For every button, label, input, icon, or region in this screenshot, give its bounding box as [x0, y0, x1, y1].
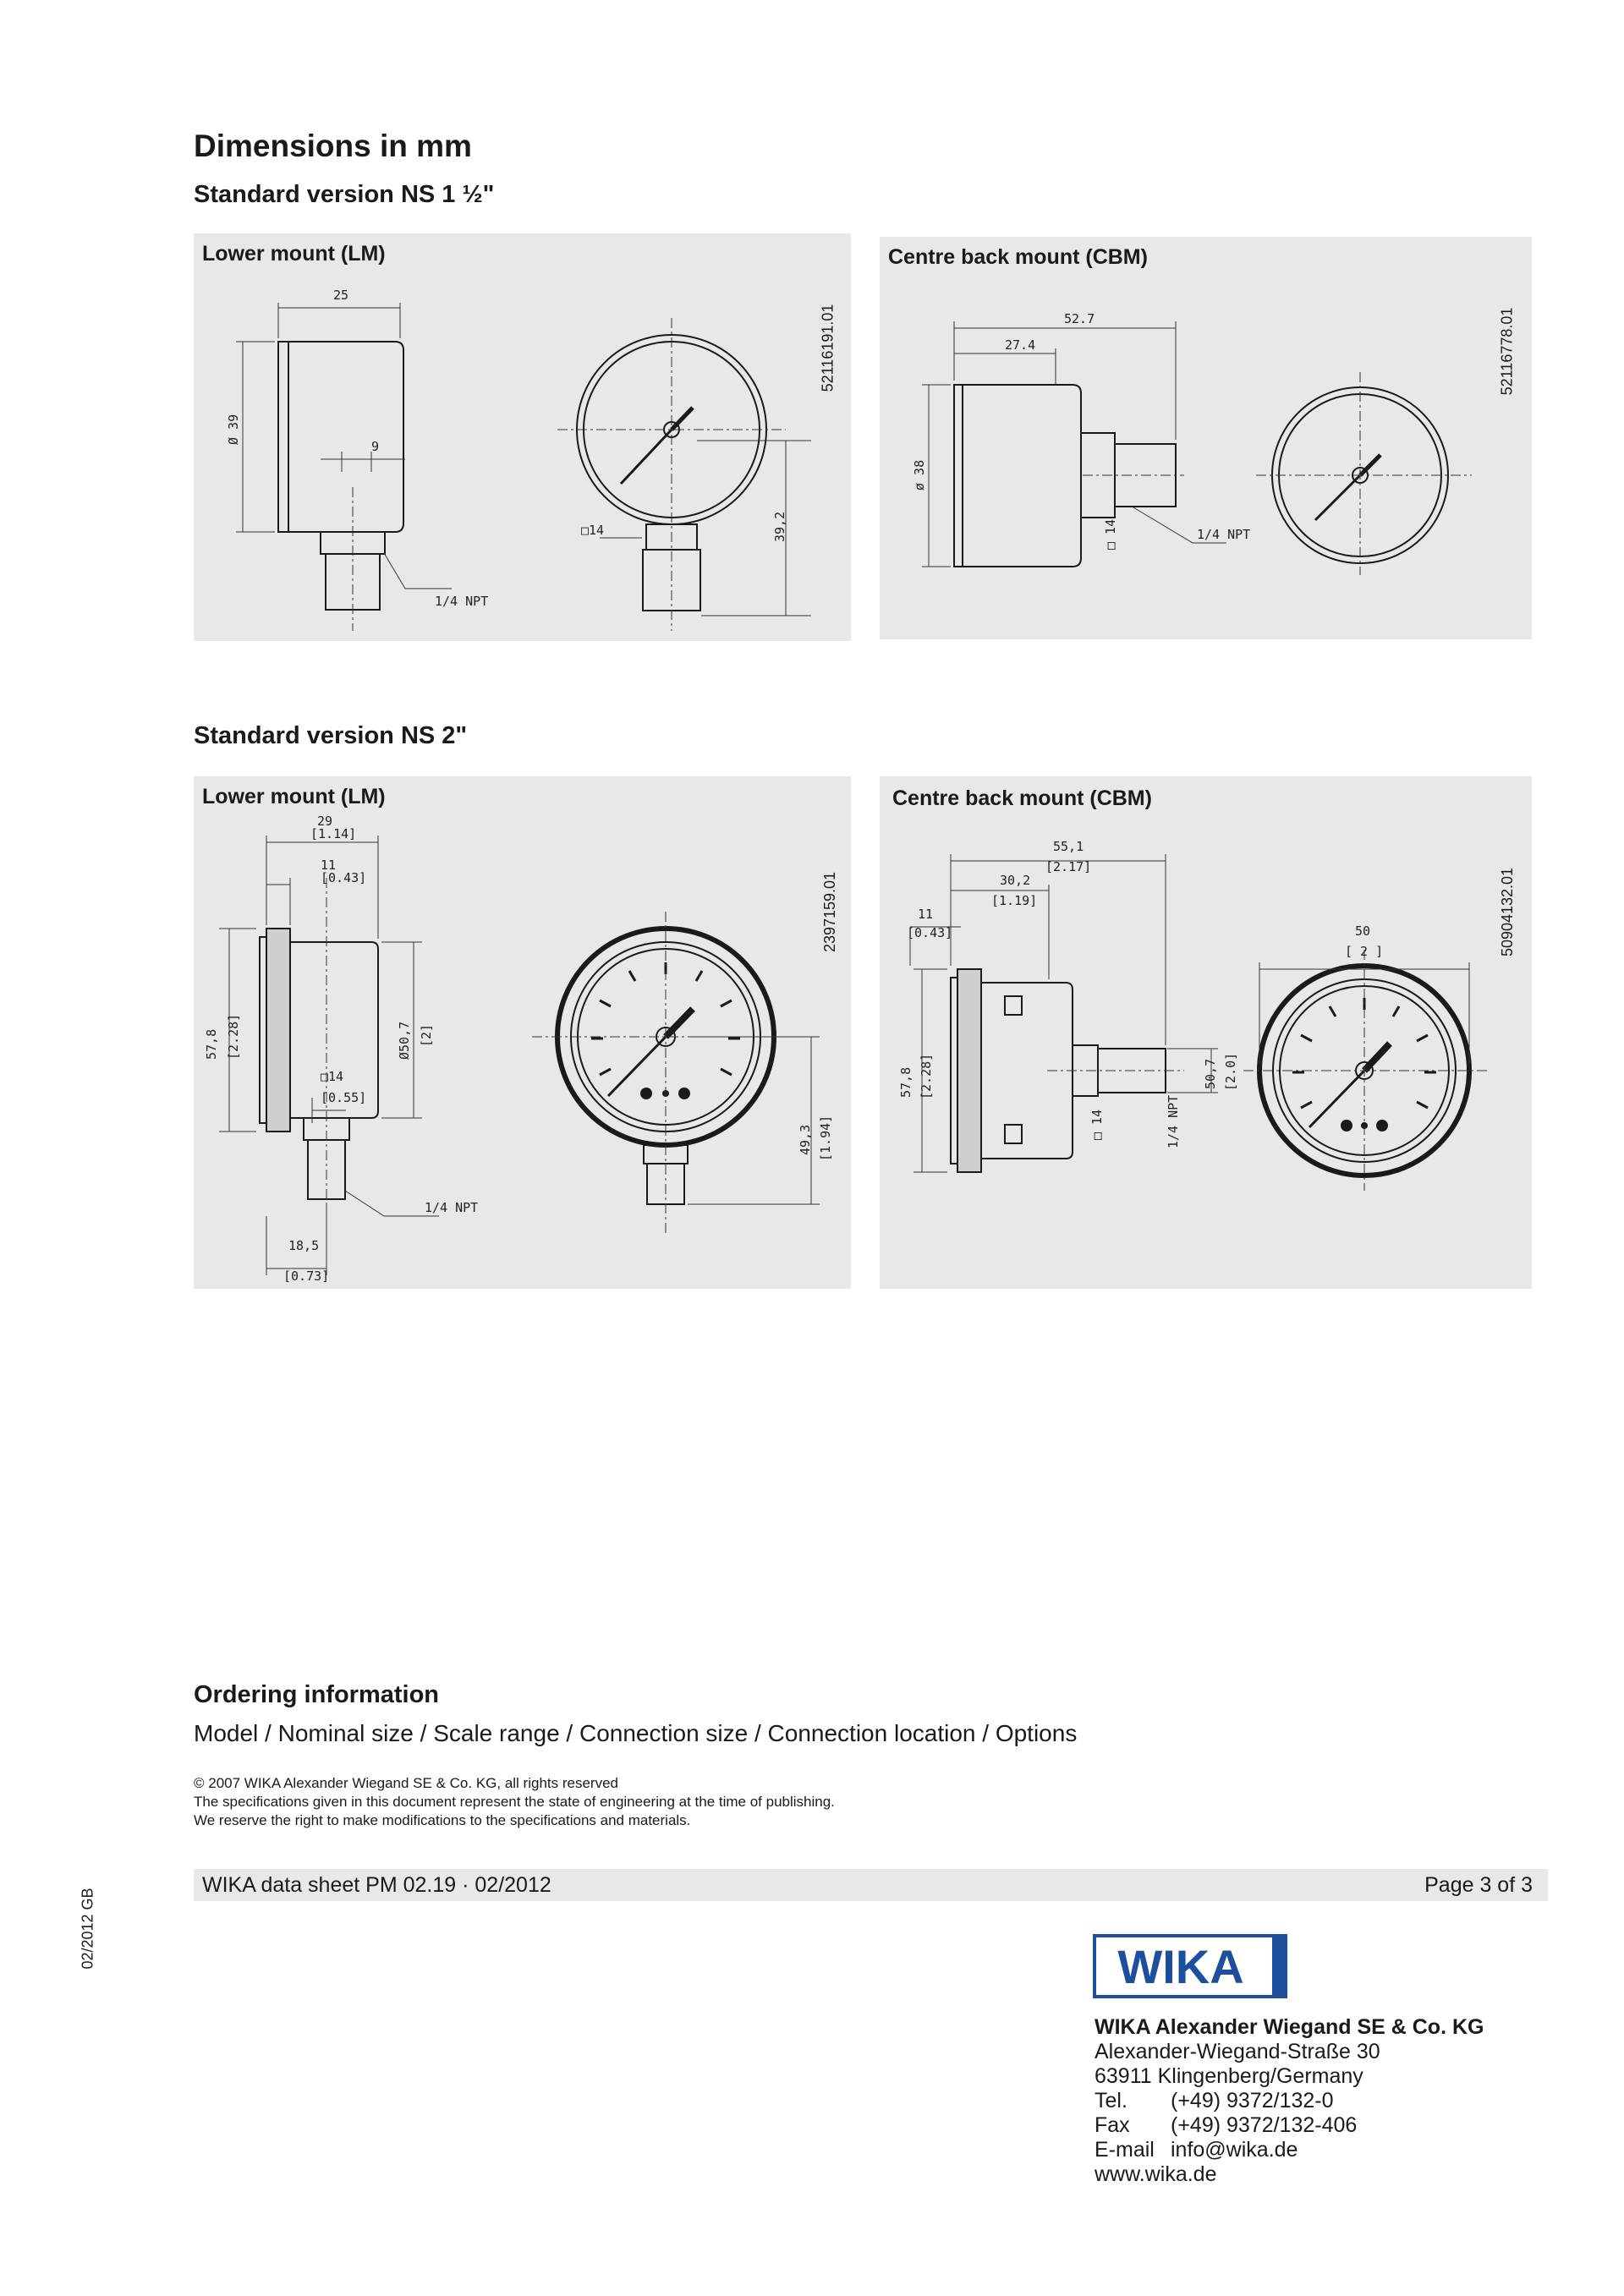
- dim-55-1: 55,1: [1053, 839, 1084, 854]
- footer-bar: [194, 1869, 1548, 1901]
- dim-11-inch: [0.43]: [321, 870, 367, 885]
- drawing-panel-ns15-cbm: [880, 237, 1532, 639]
- dim-29: 29: [317, 814, 333, 829]
- fax-row: [1095, 2113, 1484, 2138]
- logo-text: WIKA: [1117, 1940, 1244, 1993]
- dim-50-inch: [ 2 ]: [1345, 944, 1384, 959]
- dim-npt: 1/4 NPT: [1166, 1094, 1181, 1148]
- section-heading-ns2: Standard version NS 2": [194, 722, 468, 749]
- tel-label: Tel.: [1095, 2089, 1127, 2112]
- gauge-drawing-ns2-cbm: [880, 776, 1532, 1289]
- dim-57-8-inch: [2.28]: [226, 1013, 241, 1060]
- drawing-panel-ns2-cbm: [880, 776, 1532, 1289]
- drawing-number: 2397159.01: [821, 871, 839, 953]
- dim-square-14-inch: [0.55]: [321, 1090, 367, 1105]
- page-number: Page 3 of 3: [1424, 1873, 1533, 1897]
- website-link[interactable]: www.wika.de: [1095, 2162, 1217, 2186]
- dim-square-14: □14: [581, 523, 605, 538]
- dim-dia-50-7: Ø50,7: [397, 1021, 412, 1060]
- section-heading-ns15: Standard version NS 1 ½": [194, 181, 495, 208]
- gauge-drawing-ns2-lm: [194, 776, 851, 1289]
- dim-11: 11: [321, 858, 337, 873]
- dim-11-inch: [0.43]: [907, 925, 953, 940]
- ordering-text: Model / Nominal size / Scale range / Connection size / Connection location / Options: [194, 1720, 1078, 1746]
- page-title: Dimensions in mm: [194, 129, 472, 163]
- drawing-panel-ns2-lm: [194, 776, 851, 1289]
- ordering-title: Ordering information: [194, 1681, 439, 1708]
- company-address: [1095, 2015, 1484, 2187]
- dim-27-4: 27.4: [1005, 337, 1036, 353]
- datasheet-reference: WIKA data sheet PM 02.19 · 02/2012: [202, 1873, 551, 1897]
- dim-30-2: 30,2: [1000, 873, 1031, 888]
- dim-npt: 1/4 NPT: [1197, 527, 1251, 542]
- telephone-row: [1095, 2089, 1484, 2113]
- drawing-panel-ns15-lm: [194, 233, 851, 641]
- dim-npt: 1/4 NPT: [435, 594, 489, 609]
- dim-18-5: 18,5: [288, 1238, 320, 1253]
- gauge-drawing-ns15-lm: [194, 233, 851, 641]
- panel-label: Lower mount (LM): [202, 242, 386, 266]
- dim-57-8: 57,8: [898, 1066, 914, 1098]
- dim-square-14: □ 14: [1089, 1109, 1105, 1140]
- wika-logo: [1093, 1934, 1287, 1998]
- dim-18-5-inch: [0.73]: [283, 1269, 330, 1284]
- company-name: WIKA Alexander Wiegand SE & Co. KG: [1095, 2015, 1484, 2039]
- dim-dia-38: ø 38: [912, 459, 927, 490]
- fax-value: (+49) 9372/132-406: [1171, 2113, 1358, 2137]
- dim-50-7: 50,7: [1203, 1058, 1218, 1089]
- disclaimer-line: We reserve the right to make modifications to the specifications and materials.: [194, 1812, 691, 1828]
- gauge-drawing-ns15-cbm: [880, 237, 1532, 639]
- side-edition-code: 02/2012 GB: [79, 1888, 96, 1970]
- disclaimer-line: The specifications given in this document represent the state of engineering at the time of publishing.: [194, 1794, 835, 1810]
- dim-30-2-inch: [1.19]: [991, 893, 1038, 908]
- dim-square-14: □14: [321, 1069, 344, 1084]
- dim-57-8: 57,8: [204, 1028, 219, 1060]
- dim-49-3-inch: [1.94]: [818, 1115, 833, 1161]
- copyright: © 2007 WIKA Alexander Wiegand SE & Co. KG, all rights reserved: [194, 1775, 618, 1791]
- dim-57-8-inch: [2.28]: [919, 1053, 934, 1099]
- email-row: [1095, 2138, 1484, 2162]
- panel-label: Centre back mount (CBM): [892, 786, 1152, 810]
- dim-square-14: □ 14: [1103, 518, 1118, 550]
- dim-9: 9: [371, 439, 380, 454]
- dim-39-2: 39,2: [772, 511, 787, 542]
- street: Alexander-Wiegand-Straße 30: [1095, 2040, 1380, 2063]
- dim-npt: 1/4 NPT: [425, 1200, 479, 1215]
- drawing-number: 50904132.01: [1499, 867, 1517, 957]
- dim-25: 25: [333, 288, 349, 303]
- tel-value: (+49) 9372/132-0: [1171, 2089, 1334, 2112]
- dim-50: 50: [1355, 923, 1371, 939]
- drawing-number: 52116778.01: [1498, 307, 1516, 396]
- drawing-number: 52116191.01: [819, 304, 837, 392]
- email-link[interactable]: info@wika.de: [1171, 2138, 1298, 2162]
- dim-55-1-inch: [2.17]: [1045, 859, 1092, 874]
- dim-52-7: 52.7: [1064, 311, 1095, 326]
- fax-label: Fax: [1095, 2113, 1130, 2137]
- dim-dia-50-7-inch: [2]: [419, 1023, 434, 1047]
- dim-11: 11: [918, 907, 934, 922]
- dim-50-7-inch: [2.0]: [1223, 1052, 1238, 1091]
- email-label: E-mail: [1095, 2138, 1155, 2162]
- panel-label: Centre back mount (CBM): [888, 245, 1148, 269]
- dim-29-inch: [1.14]: [310, 826, 357, 841]
- city: 63911 Klingenberg/Germany: [1095, 2064, 1363, 2088]
- dim-49-3: 49,3: [798, 1124, 813, 1155]
- panel-label: Lower mount (LM): [202, 785, 386, 808]
- dim-dia-39: Ø 39: [226, 414, 241, 445]
